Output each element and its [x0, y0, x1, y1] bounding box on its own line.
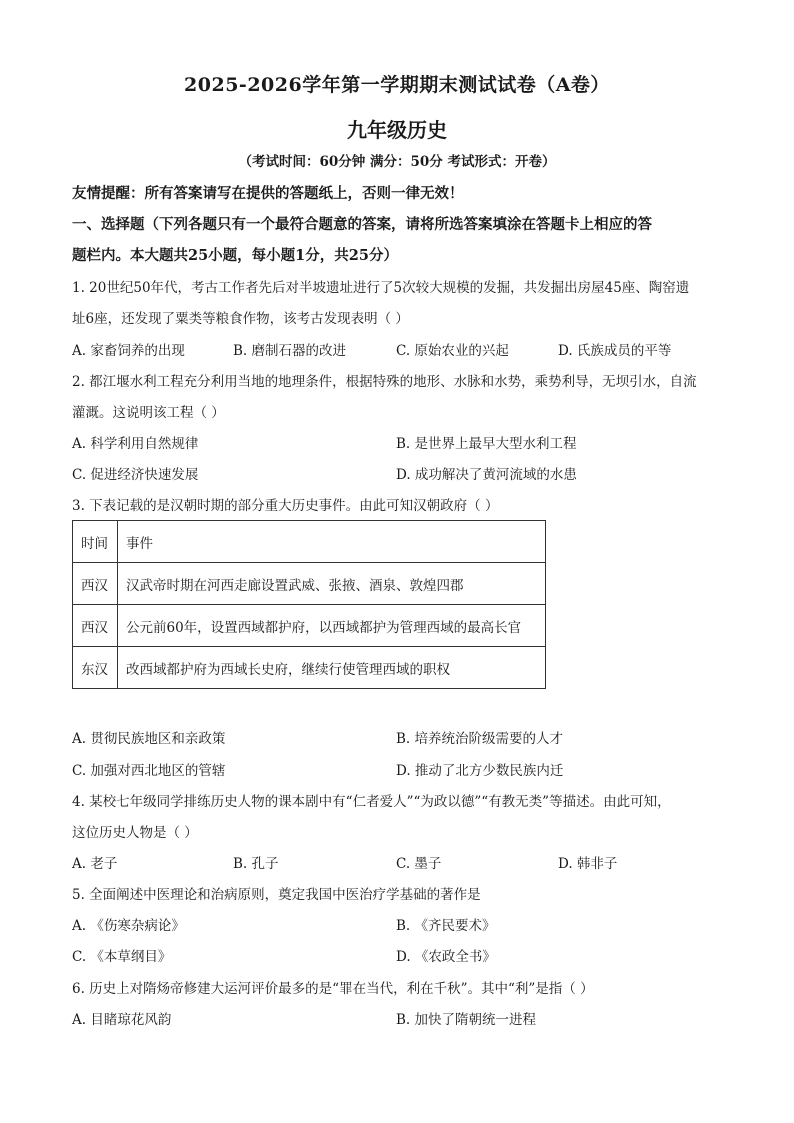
question-1-option-c: C. 原始农业的兴起	[396, 343, 509, 359]
question-5-option-d: D. 《农政全书》	[396, 949, 496, 965]
exam-title: 2025-2026学年第一学期期末测试试卷（A卷）	[184, 74, 610, 96]
question-4-option-c: C. 墨子	[396, 856, 442, 872]
table-cell-time: 西汉	[73, 563, 118, 605]
question-5-option-c: C. 《本草纲目》	[72, 949, 172, 965]
question-4-option-a: A. 老子	[72, 856, 118, 872]
table-header-event: 事件	[118, 521, 546, 563]
question-1-option-b: B. 磨制石器的改进	[233, 343, 347, 359]
question-6-stem: 6. 历史上对隋炀帝修建大运河评价最多的是“罪在当代，利在千秋”。其中“利”是指（ ）	[72, 981, 594, 997]
question-5-option-a: A. 《伤寒杂病论》	[72, 918, 185, 934]
table-cell-time: 西汉	[73, 605, 118, 647]
question-4-stem-line1: 4. 某校七年级同学排练历史人物的课本剧中有“仁者爱人”“为政以德”“有教无类”等描述。由此可知，	[72, 794, 671, 810]
question-1-option-d: D. 氏族成员的平等	[558, 343, 672, 359]
table-cell-time: 东汉	[73, 647, 118, 689]
question-6-option-a: A. 目睹琼花风韵	[72, 1012, 172, 1028]
section-heading-line2: 题栏内。本大题共25小题，每小题1分，共25分）	[72, 247, 398, 264]
question-1-stem-line1: 1. 20世纪50年代，考古工作者先后对半坡遗址进行了5次较大规模的发掘，共发掘出房屋45座、陶窑遗	[72, 280, 690, 296]
table-row	[73, 647, 546, 689]
question-1-option-a: A. 家畜饲养的出现	[72, 343, 185, 359]
question-2-option-d: D. 成功解决了黄河流域的水患	[396, 467, 577, 483]
history-events-table	[72, 520, 546, 689]
question-3-stem: 3. 下表记载的是汉朝时期的部分重大历史事件。由此可知汉朝政府（ ）	[72, 498, 499, 514]
table-cell-event: 汉武帝时期在河西走廊设置武威、张掖、酒泉、敦煌四郡	[118, 563, 546, 605]
question-2-stem-line1: 2. 都江堰水利工程充分利用当地的地理条件，根据特殊的地形、水脉和水势，乘势利导，无坝引水，自流	[72, 374, 697, 390]
exam-subject: 九年级历史	[347, 118, 447, 142]
question-1-stem-line2: 址6座，还发现了粟类等粮食作物，该考古发现表明（ ）	[72, 311, 409, 327]
question-3-option-c: C. 加强对西北地区的管辖	[72, 763, 226, 779]
table-cell-event: 改西域都护府为西域长史府，继续行使管理西域的职权	[118, 647, 546, 689]
table-header-time: 时间	[73, 521, 118, 563]
table-header-row	[73, 521, 546, 563]
question-6-option-b: B. 加快了隋朝统一进程	[396, 1012, 537, 1028]
question-2-option-c: C. 促进经济快速发展	[72, 467, 199, 483]
question-4-option-b: B. 孔子	[233, 856, 279, 872]
question-2-stem-line2: 灌溉。这说明该工程（ ）	[72, 405, 225, 421]
question-2-option-b: B. 是世界上最早大型水利工程	[396, 436, 577, 452]
notice: 友情提醒：所有答案请写在提供的答题纸上，否则一律无效！	[72, 185, 464, 202]
question-2-option-a: A. 科学利用自然规律	[72, 436, 199, 452]
table-cell-event: 公元前60年，设置西域都护府，以西域都护为管理西域的最高长官	[118, 605, 546, 647]
question-3-option-b: B. 培养统治阶级需要的人才	[396, 731, 564, 747]
table-row	[73, 563, 546, 605]
question-5-stem: 5. 全面阐述中医理论和治病原则，奠定我国中医治疗学基础的著作是	[72, 887, 481, 903]
question-4-stem-line2: 这位历史人物是（ ）	[72, 825, 198, 841]
question-5-option-b: B. 《齐民要术》	[396, 918, 496, 934]
question-3-option-d: D. 推动了北方少数民族内迁	[396, 763, 564, 779]
table-row	[73, 605, 546, 647]
question-3-option-a: A. 贯彻民族地区和亲政策	[72, 731, 226, 747]
question-4-option-d: D. 韩非子	[558, 856, 618, 872]
exam-info: （考试时间：60分钟 满分：50分 考试形式：开卷）	[238, 154, 556, 170]
section-heading-line1: 一、选择题（下列各题只有一个最符合题意的答案，请将所选答案填涂在答题卡上相应的答	[72, 216, 652, 233]
